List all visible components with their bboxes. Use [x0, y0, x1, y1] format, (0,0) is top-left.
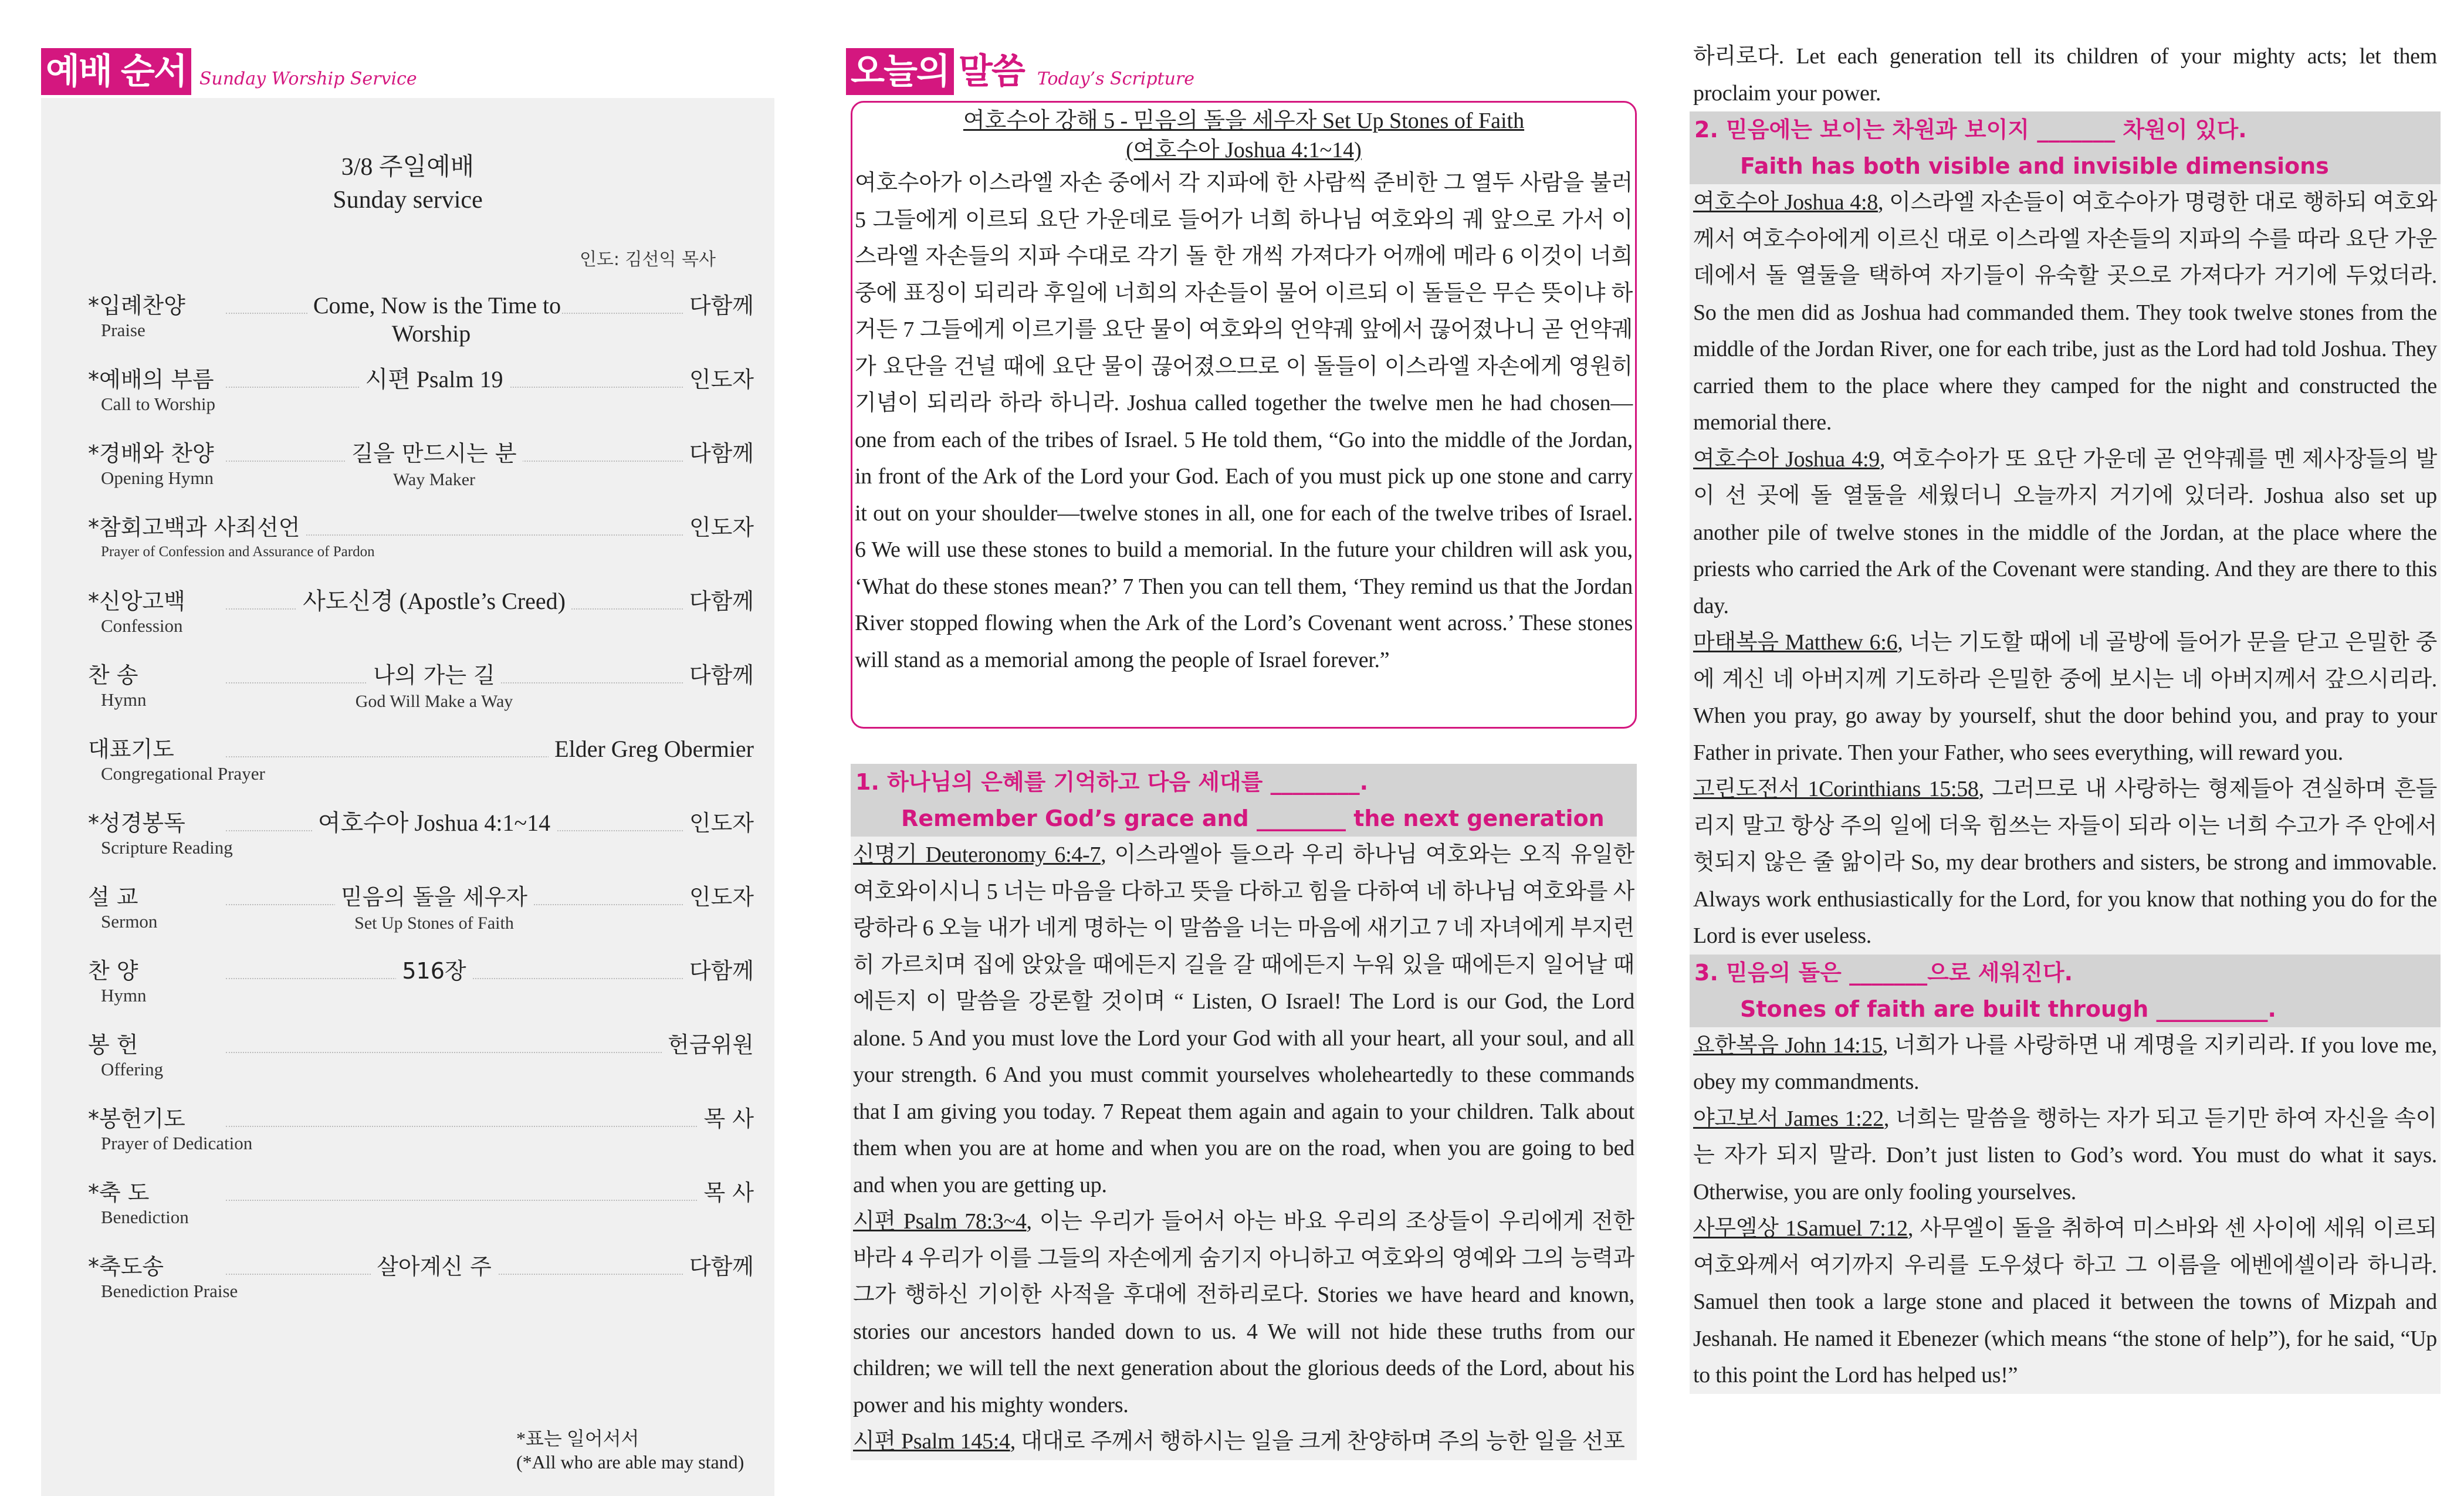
verse-ref: 여호수아 Joshua 4:8	[1693, 190, 1878, 215]
service-date-title: 3/8 주일예배	[341, 154, 475, 181]
verse-text: , 여호수아가 또 요단 가운데 곧 언약궤를 멘 제사장들의 발이 선 곳에 돌 열둘을 세웠더니 오늘까지 거기에 있더라. Joshua also set up another pile of twelve stones in the middle of the Jordan, at the place where the priests who carried the Ark of the Covenant were standing. And they are there to this day.	[1693, 446, 2437, 618]
verse-text: , 대대로 주께서 행하시는 일을 크게 찬양하며 주의 능한 일을 선포	[1010, 1429, 1625, 1454]
order-item-leader: 다함께	[683, 587, 754, 615]
order-item-ko: *봉헌기도	[88, 1105, 191, 1133]
verse-ref: 시편 Psalm 145:4	[853, 1429, 1010, 1454]
order-item-title	[264, 809, 604, 837]
order-item-title	[264, 365, 604, 394]
point-1-en: Remember God’s grace and ________ the next generation	[901, 805, 1605, 831]
order-item-leader: 다함께	[683, 292, 754, 320]
verse-ref: 시편 Psalm 78:3~4	[853, 1209, 1027, 1234]
order-item-leader: 인도자	[683, 883, 754, 911]
point-1-heading	[851, 764, 1637, 837]
standing-note	[516, 1427, 744, 1474]
order-item	[88, 439, 815, 510]
sermon-passage: (여호수아 Joshua 4:1~14)	[1126, 138, 1362, 163]
order-item	[88, 1179, 815, 1249]
order-item-title-text: 사도신경 (Apostle’s Creed)	[297, 588, 571, 614]
verse-text: , 너는 기도할 때에 네 골방에 들어가 문을 닫고 은밀한 중에 계신 네 아버지께 기도하라 은밀한 중에 보시는 네 아버지께서 갚으시리라. When you pray, go away by yourself, shut the door behind you, and pray to your Father in private. Then your Father, who sees everything, will reward you.	[1693, 630, 2437, 765]
order-item-ko: *입례찬양	[88, 292, 191, 320]
dotted-leader-line	[226, 1200, 739, 1201]
order-item-en: Hymn	[101, 985, 147, 1006]
standing-note-ko: *표는 일어서서	[516, 1428, 639, 1449]
point-2-scripture	[1690, 184, 2441, 955]
point-3-scripture	[1690, 1027, 2441, 1394]
order-item-en: Benediction	[101, 1207, 189, 1227]
order-item-ko: *예배의 부름	[88, 365, 220, 394]
order-item-ko: 봉 헌	[88, 1031, 144, 1059]
order-item	[88, 957, 815, 1027]
verse-ref: 요한복음 John 14:15	[1693, 1033, 1883, 1058]
verse-text: 하리로다. Let each generation tell its children of your mighty acts; let them proclaim your power.	[1693, 44, 2437, 106]
sermon-series-title: 여호수아 강해 5 - 믿음의 돌을 세우자 Set Up Stones of Faith	[963, 109, 1525, 133]
order-item-title	[264, 439, 604, 468]
service-leader: 인도: 김선익 목사	[579, 249, 716, 270]
point-2-heading	[1690, 111, 2441, 184]
verse-text: , 사무엘이 돌을 취하여 미스바와 센 사이에 세워 이르되 여호와께서 여기까지 우리를 도우셨다 하고 그 이름을 에벤에셀이라 하니라. Samuel then took a large stone and placed it between the towns of Mizpah and Jeshanah. He named it Ebenezer (which means “the stone of help”), for he said, “Up to this point the Lord has helped us!”	[1693, 1216, 2437, 1387]
verse-ref: 마태복음 Matthew 6:6	[1693, 630, 1898, 655]
order-item-title	[264, 957, 604, 985]
order-item-subtitle: Set Up Stones of Faith	[354, 913, 514, 933]
order-item-title-text: 516장	[396, 958, 472, 984]
order-item-en: Hymn	[101, 689, 147, 710]
order-item-en: Prayer of Dedication	[101, 1133, 253, 1153]
order-item-ko: *성경봉독	[88, 809, 191, 837]
order-item	[88, 513, 815, 584]
order-item-en: Sermon	[101, 911, 158, 932]
order-item-title-text: 믿음의 돌을 세우자	[335, 884, 533, 910]
scripture-header	[846, 42, 1194, 95]
order-item-en: Prayer of Confession and Assurance of Pardon	[101, 544, 375, 560]
order-item-en: Congregational Prayer	[101, 763, 265, 784]
order-item-en: Scripture Reading	[101, 837, 233, 858]
scripture-column	[846, 42, 1644, 1462]
order-item	[88, 735, 815, 805]
order-item-en: Confession	[101, 615, 183, 636]
order-item-leader: 목 사	[698, 1179, 754, 1207]
order-item-ko: 설 교	[88, 883, 144, 911]
order-item-title	[264, 587, 604, 615]
point-3-heading	[1690, 955, 2441, 1027]
order-item	[88, 883, 815, 953]
order-item-leader: 다함께	[683, 661, 754, 689]
dotted-leader-line	[226, 1126, 739, 1127]
order-item	[88, 661, 815, 732]
point-3-ko: 3. 믿음의 돌은 _______으로 세워진다.	[1694, 959, 2073, 986]
verse-text: , 이스라엘아 들으라 우리 하나님 여호와는 오직 유일한 여호와이시니 5 너는 마음을 다하고 뜻을 다하고 힘을 다하여 네 하나님 여호와를 사랑하라 6 오늘 내가 네게 명하는 이 말씀을 너는 마음에 새기고 7 네 자녀에게 부지런히 가르치며 집에 앉았을 때에든지 길을 갈 때에든지 누워 있을 때에든지 일어날 때에든지 이 말씀을 강론할 것이며 “ Listen, O Israel! The Lord is our God, the Lord alone. 5 And you must love the Lord your God with all your heart, all your soul, and all your strength. 6 And you must commit yourselves wholeheartedly to these commands that I am giving you today. 7 Repeat them again and again to your children. Talk about them when you are at home and when you are on the road, when you are going to bed and when you are getting up.	[853, 842, 1634, 1197]
scripture-header-ko-2: 말씀	[958, 51, 1024, 92]
scripture-header-en: Today’s Scripture	[1037, 69, 1195, 89]
order-item	[88, 587, 815, 658]
point-3-en: Stones of faith are built through __________.	[1740, 996, 2276, 1022]
service-title	[41, 151, 774, 216]
order-item	[88, 365, 815, 436]
worship-order-panel	[41, 98, 774, 1496]
header-en-subtitle: Sunday Worship Service	[199, 69, 417, 89]
order-item-leader: 인도자	[683, 513, 754, 541]
order-item-title-text: 살아계신 주	[371, 1254, 497, 1280]
order-item	[88, 1031, 815, 1101]
verse-text: , 너희는 말씀을 행하는 자가 되고 듣기만 하여 자신을 속이는 자가 되지 말라. Don’t just listen to God’s word. You must do what it says. Otherwise, you are only fooling yourselves.	[1693, 1106, 2437, 1204]
order-item-en: Call to Worship	[101, 394, 215, 414]
order-item-title-text: 나의 가는 길	[367, 662, 501, 688]
order-item-ko: *신앙고백	[88, 587, 191, 615]
order-item-ko: *참회고백과 사죄선언	[88, 513, 306, 541]
point-1-scripture	[851, 837, 1637, 1460]
worship-order-column	[41, 42, 774, 1473]
main-scripture-title	[855, 106, 1633, 165]
order-item	[88, 809, 815, 879]
header-ko-highlight: 예배	[41, 48, 116, 95]
order-item-leader: 다함께	[683, 1253, 754, 1281]
order-item-ko: *축도송	[88, 1253, 170, 1281]
order-item-title	[264, 292, 604, 348]
verse-text: , 너희가 나를 사랑하면 내 계명을 지키리라. If you love me, obey my commandments.	[1693, 1033, 2437, 1094]
point-2-en: Faith has both visible and invisible dimensions	[1740, 153, 2329, 179]
order-item-en: Benediction Praise	[101, 1281, 238, 1301]
order-item-title-text: 길을 만드시는 분	[346, 441, 522, 466]
order-item-title-text: Come, Now is the Time to Worship	[307, 292, 561, 347]
order-item-title	[264, 1253, 604, 1281]
order-item-title	[264, 661, 604, 689]
order-item-ko: 찬 양	[88, 957, 144, 985]
order-item-leader: 목 사	[698, 1105, 754, 1133]
order-item	[88, 1253, 815, 1323]
order-item-title-text: 여호수아 Joshua 4:1~14	[312, 810, 556, 836]
verse-ref: 사무엘상 1Samuel 7:12	[1693, 1216, 1908, 1241]
verse-ref: 여호수아 Joshua 4:9	[1693, 446, 1880, 472]
scripture-header-ko: 오늘의	[846, 48, 954, 95]
order-item-leader: 다함께	[683, 957, 754, 985]
verse-text: , 이는 우리가 들어서 아는 바요 우리의 조상들이 우리에게 전한 바라 4 우리가 이를 그들의 자손에게 숨기지 아니하고 여호와의 영예와 그의 능력과 그가 행하신 기이한 사적을 후대에 전하리로다. Stories we have heard and known, stories our ancestors handed down to us. 4 We will not hide these truths from our children; we will tell the next generation about the glorious deeds of the Lord, about his power and his mighty wonders.	[853, 1209, 1634, 1417]
verse-ref: 야고보서 James 1:22	[1693, 1106, 1884, 1131]
order-item-ko: 찬 송	[88, 661, 144, 689]
verse-text: , 그러므로 내 사랑하는 형제들아 견실하며 흔들리지 말고 항상 주의 일에 더욱 힘쓰는 자들이 되라 이는 너희 수고가 주 안에서 헛되지 않은 줄 앎이라 So, my dear brothers and sisters, be strong and immovable. Always work enthusiastically for the Lord, for you know that nothing you do for the Lord is ever useless.	[1693, 777, 2438, 948]
order-item-title	[264, 883, 604, 911]
order-item-leader: 헌금위원	[662, 1031, 754, 1059]
order-item-leader: 다함께	[683, 439, 754, 468]
order-item-subtitle: God Will Make a Way	[355, 692, 513, 711]
worship-order-header	[41, 42, 417, 95]
service-en-title: Sunday service	[333, 187, 483, 214]
main-scripture-box	[851, 101, 1637, 729]
order-item-ko: *경배와 찬양	[88, 439, 220, 468]
order-item-title-text: 시편 Psalm 19	[359, 366, 509, 392]
order-item-ko: 대표기도	[88, 735, 180, 763]
main-scripture-text: 여호수아가 이스라엘 자손 중에서 각 지파에 한 사람씩 준비한 그 열두 사람을 불러 5 그들에게 이르되 요단 가운데로 들어가 너희 하나님 여호와의 궤 앞으로 가서 이스라엘 자손들의 지파 수대로 각기 돌 한 개씩 가져다가 어깨에 메라 6 이것이 너희 중에 표징이 되리라 후일에 너희의 자손들이 물어 이르되 이 돌들은 무슨 뜻이냐 하거든 7 그들에게 이르기를 요단 물이 여호와의 언약궤 앞에서 끊어졌나니 곧 언약궤가 요단을 건널 때에 요단 물이 끊어졌으므로 이 돌들이 이스라엘 자손에게 영원히 기념이 되리라 하라 하니라. Joshua called together the twelve men he had chosen—one from each of the tribes of Israel. 5 He told them, “Go into the middle of the Jordan, in front of the Ark of the Lord your God. Each of you must pick up one stone and carry it out on your shoulder—twelve stones in all, one for each of the twelve tribes of Israel. 6 We will use these stones to build a memorial. In the future your children will ask you, ‘What do these stones mean?’ 7 Then you can tell them, ‘They remind us that the Jordan River stopped flowing when the Ark of the Lord’s Covenant went across.’ These stones will stand as a memorial among the people of Israel forever.”	[855, 171, 1633, 672]
order-item-leader: Elder Greg Obermier	[549, 735, 754, 763]
order-item-en: Praise	[101, 320, 145, 340]
order-item-leader: 인도자	[683, 365, 754, 394]
order-item	[88, 292, 815, 362]
standing-note-en: (*All who are able may stand)	[516, 1451, 744, 1473]
verse-ref: 신명기 Deuteronomy 6:4-7	[853, 842, 1101, 867]
order-item	[88, 1105, 815, 1175]
verse-text: , 이스라엘 자손들이 여호수아가 명령한 대로 행하되 여호와께서 여호수아에게 이르신 대로 이스라엘 자손들의 지파의 수를 따라 요단 가운데에서 돌 열둘을 택하여 자기들이 유숙할 곳으로 가져다가 거기에 두었더라. So the men did as Joshua had commanded them. They took twelve stones from the middle of the Jordan River, one for each tribe, just as the Lord had told Joshua. They carried them to the place where they camped for the night and constructed the memorial there.	[1693, 190, 2437, 435]
order-item-subtitle: Way Maker	[392, 470, 476, 489]
order-item-ko: *축 도	[88, 1179, 155, 1207]
point-1-section	[851, 764, 1637, 1460]
header-ko-highlight-2: 순서	[116, 48, 191, 95]
order-item-en: Opening Hymn	[101, 468, 214, 488]
verse-ref: 고린도전서 1Corinthians 15:58	[1693, 777, 1979, 801]
order-item-leader: 인도자	[683, 809, 754, 837]
order-item-en: Offering	[101, 1059, 164, 1079]
scripture-continued-column	[1690, 38, 2441, 1470]
point-1-ko: 1. 하나님의 은혜를 기억하고 다음 세대를 ________.	[855, 769, 1369, 795]
point-2-ko: 2. 믿음에는 보이는 차원과 보이지 _______ 차원이 있다.	[1694, 117, 2247, 143]
continued-text	[1690, 38, 2441, 111]
